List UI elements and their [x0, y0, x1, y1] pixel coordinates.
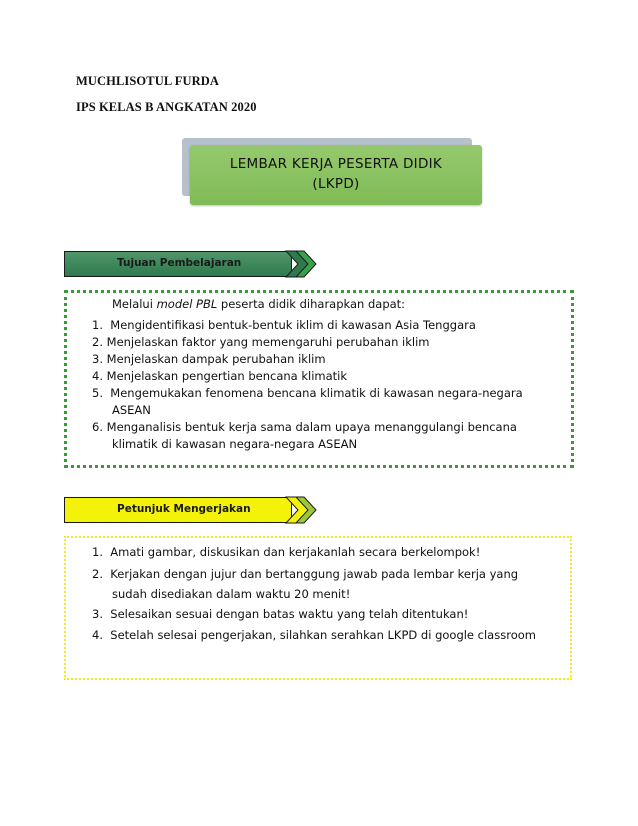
- tujuan-item: 6. Menganalisis bentuk kerja sama dalam upaya menanggulangi bencana: [92, 420, 517, 434]
- tujuan-item: 5. Mengemukakan fenomena bencana klimatik di kawasan negara-negara: [92, 386, 523, 400]
- class-info: IPS KELAS B ANGKATAN 2020: [76, 100, 257, 114]
- tujuan-intro: Melalui model PBL peserta didik diharapkan dapat:: [112, 297, 406, 311]
- tujuan-item: 2. Menjelaskan faktor yang memengaruhi perubahan iklim: [92, 335, 430, 349]
- title-line-1: LEMBAR KERJA PESERTA DIDIK: [229, 156, 443, 172]
- double-chevron-icon: [284, 249, 318, 279]
- petunjuk-item: 2. Kerjakan dengan jujur dan bertanggung jawab pada lembar kerja yang: [92, 567, 519, 581]
- tujuan-item-continuation: klimatik di kawasan negara-negara ASEAN: [112, 437, 358, 451]
- double-chevron-icon: [284, 495, 318, 525]
- tujuan-item: 4. Menjelaskan pengertian bencana klimatik: [92, 369, 348, 383]
- petunjuk-tab: [64, 497, 292, 523]
- petunjuk-tab-label: Petunjuk Mengerjakan: [117, 503, 251, 515]
- tujuan-item-continuation: ASEAN: [112, 403, 151, 417]
- author-name: MUCHLISOTUL FURDA: [76, 74, 220, 88]
- tujuan-tab: [64, 251, 292, 277]
- title-banner: [190, 145, 482, 205]
- tujuan-item: 1. Mengidentifikasi bentuk-bentuk iklim di kawasan Asia Tenggara: [92, 318, 476, 332]
- tujuan-item: 3. Menjelaskan dampak perubahan iklim: [92, 352, 326, 366]
- petunjuk-item: 1. Amati gambar, diskusikan dan kerjakanlah secara berkelompok!: [92, 545, 481, 559]
- tujuan-tab-label: Tujuan Pembelajaran: [117, 257, 242, 269]
- petunjuk-item: 3. Selesaikan sesuai dengan batas waktu yang telah ditentukan!: [92, 607, 469, 621]
- title-line-2: (LKPD): [312, 176, 360, 192]
- petunjuk-item-continuation: sudah disediakan dalam waktu 20 menit!: [112, 587, 351, 601]
- petunjuk-item: 4. Setelah selesai pengerjakan, silahkan serahkan LKPD di google classroom: [92, 628, 536, 642]
